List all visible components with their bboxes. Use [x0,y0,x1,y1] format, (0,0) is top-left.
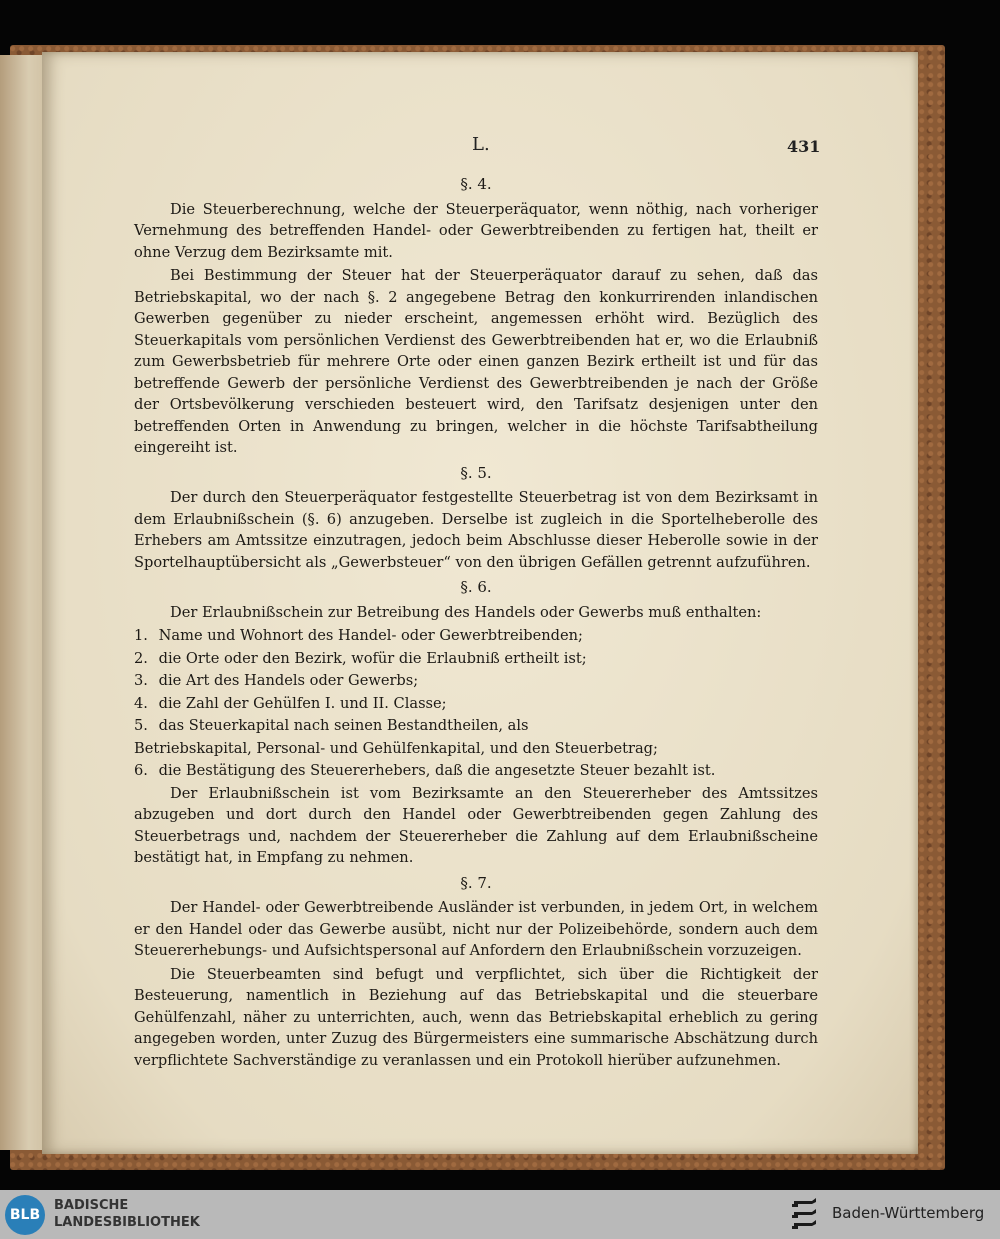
paragraph: Der Erlaubnißschein ist vom Bezirksamte an den Steuererheber des Amtssitzes abzugeben und dort durch den Handel oder Gewerbtreibenden gegen Zahlung des Steuerbetrags und, nachdem der Steuererheber die Zahlung auf dem Erlaubnißscheine bestätigt hat, in Empfang zu nehmen. [134,784,818,866]
list-item: 1. Name und Wohnort des Handel- oder Gewerbtreibenden; [134,627,583,644]
page-number: 431 [787,137,821,156]
list-item: 2. die Orte oder den Bezirk, wofür die Erlaubniß ertheilt ist; [134,649,587,667]
chapter-number: L. [472,134,490,155]
page-body [134,170,818,1073]
list-item: 5. das Steuerkapital nach seinen Bestandtheilen, als [134,717,529,734]
blb-logo-icon[interactable]: BLB [5,1195,45,1235]
list-item: 3. die Art des Handels oder Gewerbs; [134,672,419,689]
paragraph: Der durch den Steuerperäquator festgestellte Steuerbetrag ist von dem Bezirksamt in dem Erlaubnißschein (§. 6) anzugeben. Derselbe ist zugleich in die Sportelheberolle des Erhebers am Amtssitze einzutragen, jedoch beim Abschlusse dieser Heberolle sowie in der Sportelhauptübersicht als „Gewerbsteuer“ von den übrigen Gefällen getrennt aufzuführen. [134,489,818,571]
section-heading: §. 4. [460,175,492,193]
paragraph: Die Steuerbeamten sind befugt und verpflichtet, sich über die Richtigkeit der Besteuerung, namentlich in Beziehung auf das Betriebskapital und die steuerbare Gehülfenzahl, näher zu unterrichten, auch, wenn das Betriebskapital erheblich zu gering angegeben worden, unter Zuzug des Bürgermeisters eine summarische Abschätzung durch verpflichtete Sachverständige zu veranlassen und ein Protokoll hierüber aufzunehmen. [134,965,818,1069]
library-name-line2: LANDESBIBLIOTHEK [54,1215,200,1230]
list-item-continuation: Betriebskapital, Personal- und Gehülfenkapital, und den Steuerbetrag; [134,739,658,757]
state-name[interactable]: Baden-Württemberg [832,1204,985,1222]
library-name[interactable] [54,1197,200,1231]
page-header [42,134,918,164]
lions-coat-of-arms-icon[interactable] [790,1195,822,1235]
section-heading: §. 5. [460,463,492,482]
paragraph: Bei Bestimmung der Steuer hat der Steuerperäquator darauf zu sehen, daß das Betriebskapital, wo der nach §. 2 angegebene Betrag den konkurrirenden inlandischen Gewerben gegenüber zu nieder erscheint, angemessen erhöht wird. Bezüglich des Steuerkapitals vom persönlichen Verdienst des Gewerbtreibenden hat er, wo die Erlaubniß zum Gewerbsbetrieb für mehrere Orte oder einen ganzen Bezirk ertheilt ist und für das betreffende Gewerb der persönliche Verdienst des Gewerbtreibenden je nach der Größe der Ortsbevölkerung verschieden besteuert wird, den Tarifsatz desjenigen unter den betreffenden Orten in Anwendung zu bringen, welcher in die höchste Tarifsabtheilung eingereiht ist. [134,267,818,456]
requirements-list [134,625,818,782]
library-name-line1: BADISCHE [54,1198,129,1213]
section-heading: §. 6. [460,578,492,596]
left-page-edge [0,55,48,1150]
section-heading: §. 7. [460,873,492,892]
paragraph: Die Steuerberechnung, welche der Steuerperäquator, wenn nöthig, nach vorheriger Vernehmung des betreffenden Handel- oder Gewerbtreibenden zu fertigen hat, theilt er ohne Verzug dem Bezirksamte mit. [134,200,818,261]
list-intro: Der Erlaubnißschein zur Betreibung des Handels oder Gewerbs muß enthalten: [170,603,762,621]
list-item: 6. die Bestätigung des Steuererhebers, daß die angesetzte Steuer bezahlt ist. [134,762,716,779]
list-item: 4. die Zahl der Gehülfen I. und II. Classe; [134,694,447,712]
document-page [42,52,918,1154]
viewer-footer [0,1190,1000,1239]
paragraph: Der Handel- oder Gewerbtreibende Ausländer ist verbunden, in jedem Ort, in welchem er den Handel oder das Gewerbe ausübt, nicht nur der Polizeibehörde, sondern auch dem Steuererhebungs- und Aufsichtspersonal auf Anfordern den Erlaubnißschein vorzuzeigen. [134,899,818,959]
